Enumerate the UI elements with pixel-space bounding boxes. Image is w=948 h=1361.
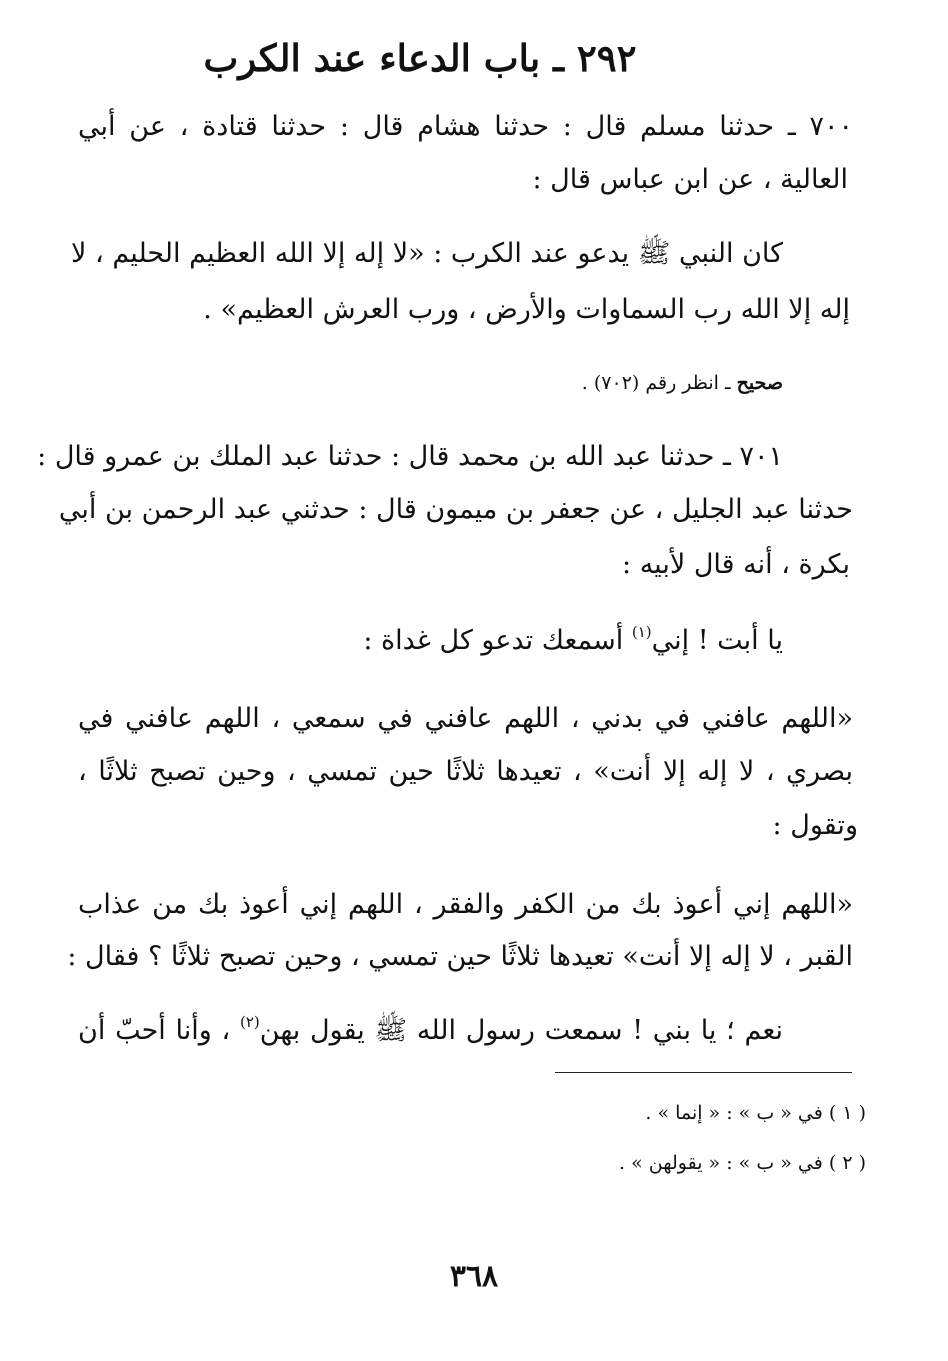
footnote-marker-1: (١) — [631, 623, 652, 641]
grading-label: صحيح — [736, 372, 783, 394]
hadith-701-line-7: وتقول : — [772, 810, 858, 841]
hadith-700-line-2: العالية ، عن ابن عباس قال : — [532, 164, 848, 195]
footnote-1: ( ١ ) في « ب » : « إنما » . — [645, 1102, 866, 1124]
hadith-700-line-3: كان النبي ﷺ يدعو عند الكرب : «لا إله إلا الله العظيم الحليم ، لا — [71, 238, 783, 269]
grading-reference: ـ انظر رقم (٧٠٢) . — [581, 372, 737, 394]
line-4-end: أسمعك تدعو كل غداة : — [363, 625, 632, 656]
chapter-title: ٢٩٢ ـ باب الدعاء عند الكرب — [203, 36, 637, 80]
hadith-701-line-2: حدثنا عبد الجليل ، عن جعفر بن ميمون قال : حدثني عبد الرحمن بن أبي — [58, 494, 853, 525]
hadith-701-line-8: «اللهم إني أعوذ بك من الكفر والفقر ، اللهم إني أعوذ بك من عذاب — [78, 889, 853, 920]
line-10-end: ، وأنا أحبّ أن — [78, 1015, 240, 1046]
hadith-701-line-1: ٧٠١ ـ حدثنا عبد الله بن محمد قال : حدثنا عبد الملك بن عمرو قال : — [37, 441, 783, 472]
hadith-701-line-9: القبر ، لا إله إلا أنت» تعيدها ثلاثًا حين تمسي ، وحين تصبح ثلاثًا ؟ فقال : — [67, 941, 853, 972]
line-10-start: نعم ؛ يا بني ! سمعت رسول الله ﷺ يقول بهن — [259, 1015, 783, 1046]
hadith-701-line-3: بكرة ، أنه قال لأبيه : — [622, 549, 850, 580]
line-4-start: يا أبت ! إني — [651, 625, 783, 656]
hadith-701-line-10 — [78, 1011, 783, 1051]
page-number: ٣٦٨ — [449, 1259, 499, 1294]
hadith-700-line-4: إله إلا الله رب السماوات والأرض ، ورب العرش العظيم» . — [203, 294, 850, 325]
hadith-701-line-5: «اللهم عافني في بدني ، اللهم عافني في سمعي ، اللهم عافني في — [78, 703, 853, 734]
hadith-701-line-4 — [78, 621, 783, 661]
hadith-701-line-6: بصري ، لا إله إلا أنت» ، تعيدها ثلاثًا حين تمسي ، وحين تصبح ثلاثًا ، — [78, 756, 853, 787]
footnote-2: ( ٢ ) في « ب » : « يقولهن » . — [619, 1152, 866, 1174]
hadith-700-grading — [582, 368, 783, 398]
footnote-marker-2: (٢) — [239, 1013, 260, 1031]
hadith-700-line-1: ٧٠٠ ـ حدثنا مسلم قال : حدثنا هشام قال : حدثنا قتادة ، عن أبي — [78, 111, 853, 142]
footnote-separator — [555, 1072, 852, 1073]
